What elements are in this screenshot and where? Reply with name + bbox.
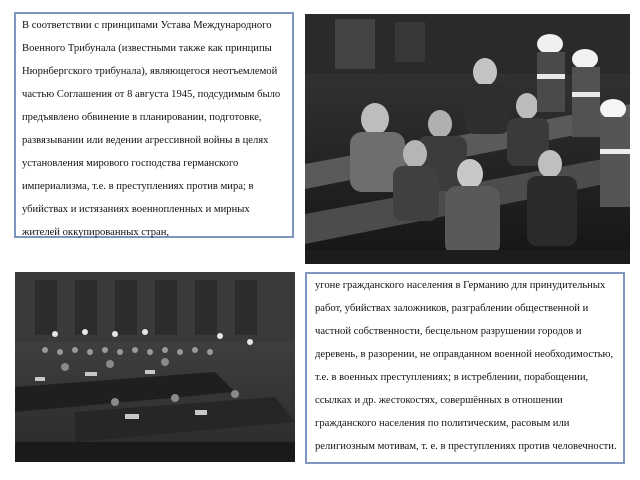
text-box-crimes: [305, 272, 625, 464]
text-box-principles: [14, 12, 294, 238]
photo-defendants-dock: [305, 14, 630, 264]
text-crimes-paragraph: угоне гражданского населения в Германию для принудительных работ, убийствах заложников, разграблении общественной и частной собственности, бесцельном разрушении городов и деревень, в разорении, не оправданном военной необходимостью, т.е. в военных преступлениях; в истреблении, порабощении, ссылках и др. жестокостях, совершённых в отношении гражданского населения по политическим, расовым или религиозным мотивам, т. е. в преступлениях против человечности.: [315, 280, 617, 452]
text-principles-paragraph: В соответствии с принципами Устава Международного Военного Трибунала (известными также как принципы Нюрнбергского трибунала), являющегося неотъемлемой частью Соглашения от 8 августа 1945, подсудимым было предъявлено обвинение в планировании, подготовке, развязывании или ведении агрессивной войны в целях установления мирового господства германского империализма, т.е. в преступлениях против мира; в убийствах и истязаниях военнопленных и мирных жителей оккупированных стран,: [22, 20, 281, 238]
photo-courtroom-overview: [15, 272, 295, 462]
